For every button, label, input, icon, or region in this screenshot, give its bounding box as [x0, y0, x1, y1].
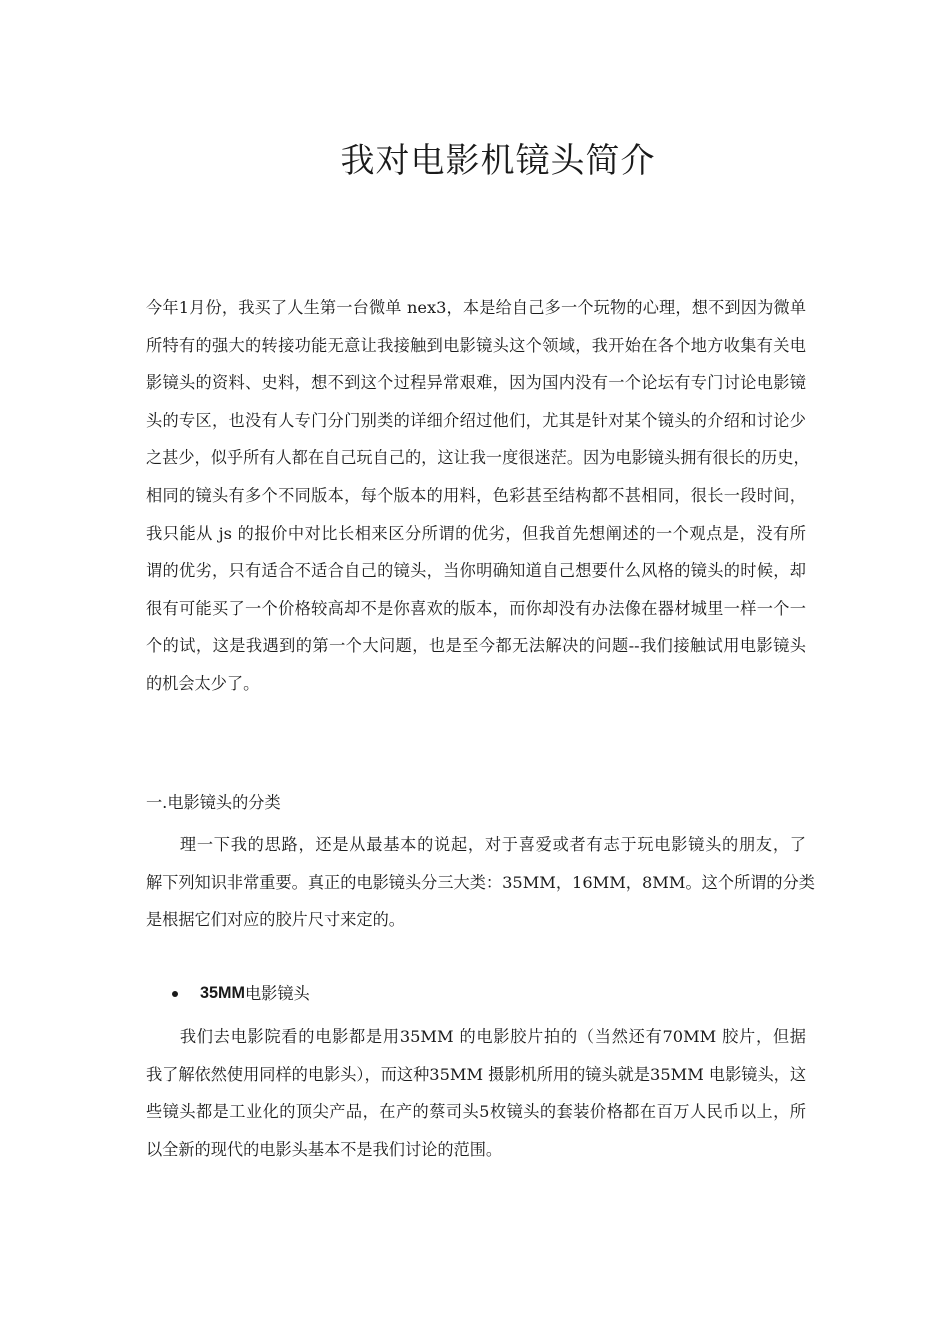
text-line: 所特有的强大的转接功能无意让我接触到电影镜头这个领域，我开始在各个地方收集有关电: [146, 335, 806, 355]
text-line: 我们去电影院看的电影都是用35MM 的电影胶片拍的（当然还有70MM 胶片，但据: [146, 1027, 806, 1046]
classification-paragraph: [146, 826, 815, 939]
text-line: 个的试，这是我遇到的第一个大问题，也是至今都无法解决的问题--我们接触试用电影镜头: [146, 636, 806, 656]
text-line: 是根据它们对应的胶片尺寸来定的。: [146, 910, 405, 930]
mm35-paragraph: [146, 1018, 806, 1168]
text-line: 些镜头都是工业化的顶尖产品，在产的蔡司头5枚镜头的套装价格都在百万人民币以上，所: [146, 1102, 806, 1122]
text-line: 解下列知识非常重要。真正的电影镜头分三大类：35MM，16MM，8MM。这个所谓的分类: [146, 872, 815, 892]
text-line: 之甚少，似乎所有人都在自己玩自己的，这让我一度很迷茫。因为电影镜头拥有很长的历史，: [146, 448, 810, 468]
bullet-dot-icon: [172, 991, 178, 997]
text-line: 很有可能买了一个价格较高却不是你喜欢的版本，而你却没有办法像在器材城里一样一个一: [146, 598, 806, 618]
text-line: 今年1月份，我买了人生第一台微单 nex3，本是给自己多一个玩物的心理，想不到因为微单: [146, 298, 806, 317]
text-line: 谓的优劣，只有适合不适合自己的镜头，当你明确知道自己想要什么风格的镜头的时候，却: [146, 561, 806, 581]
text-line: 我只能从 js 的报价中对比长相来区分所谓的优劣，但我首先想阐述的一个观点是，没有所: [146, 523, 806, 543]
document-title: 我对电影机镜头简介: [340, 141, 656, 181]
section-heading: 一.电影镜头的分类: [146, 793, 281, 812]
text-line: 的机会太少了。: [146, 673, 260, 693]
intro-paragraph: [146, 289, 810, 703]
text-line: 我了解依然使用同样的电影头），而这种35MM 摄影机所用的镜头就是35MM 电影镜头，这: [146, 1064, 807, 1084]
bullet-label-strong: 35MM: [200, 984, 245, 1002]
text-line: 相同的镜头有多个不同版本，每个版本的用料，色彩甚至结构都不甚相同，很长一段时间，: [146, 485, 806, 505]
bullet-label-rest: 电影镜头: [244, 984, 310, 1003]
text-line: 影镜头的资料、史料，想不到这个过程异常艰难，因为国内没有一个论坛有专门讨论电影镜: [146, 373, 806, 393]
text-line: 理一下我的思路，还是从最基本的说起，对于喜爱或者有志于玩电影镜头的朋友，了: [146, 835, 806, 854]
text-line: 以全新的现代的电影头基本不是我们讨论的范围。: [146, 1139, 503, 1159]
bullet-item-35mm: [172, 975, 310, 1013]
text-line: 头的专区，也没有人专门分门别类的详细介绍过他们，尤其是针对某个镜头的介绍和讨论少: [146, 410, 806, 430]
